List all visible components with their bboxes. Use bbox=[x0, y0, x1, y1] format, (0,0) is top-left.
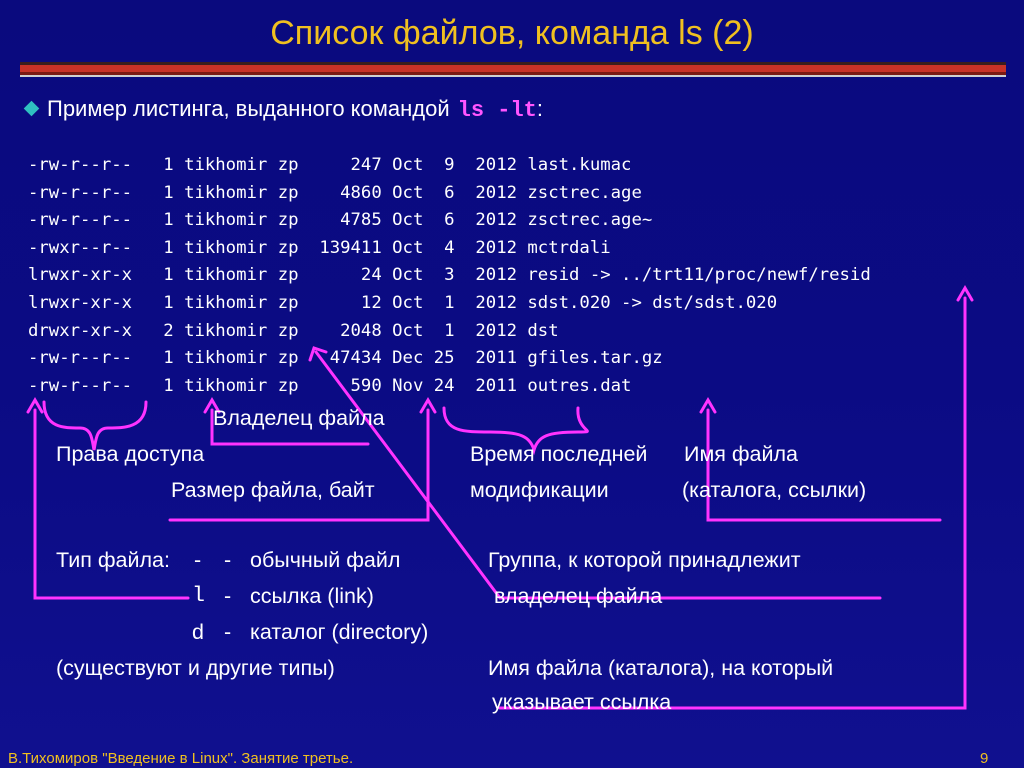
listing-row: -rwxr--r-- 1 tikhomir zp 139411 Oct 4 2012 mctrdali bbox=[28, 237, 611, 258]
listing-row: lrwxr-xr-x 1 tikhomir zp 24 Oct 3 2012 resid -> ../trt11/proc/newf/resid bbox=[28, 265, 871, 286]
footer-credit: В.Тихомиров "Введение в Linux". Занятие третье. bbox=[8, 750, 354, 767]
bullet-text: Пример листинга, выданного командой bbox=[47, 96, 450, 121]
listing-row: drwxr-xr-x 2 tikhomir zp 2048 Oct 1 2012 dst bbox=[28, 320, 559, 341]
mtime-label-line1: Время последней bbox=[470, 442, 648, 466]
listing-row: -rw-r--r-- 1 tikhomir zp 4860 Oct 6 2012 zsctrec.age bbox=[28, 182, 642, 203]
listing-row: -rw-r--r-- 1 tikhomir zp 4785 Oct 6 2012 zsctrec.age~ bbox=[28, 210, 653, 231]
command-text: ls -lt bbox=[457, 98, 537, 123]
type-link-dash: - bbox=[224, 584, 232, 608]
slide-title: Список файлов, команда ls (2) bbox=[270, 14, 754, 52]
type-regular-dash: - bbox=[224, 548, 232, 572]
listing-row: -rw-r--r-- 1 tikhomir zp 247 Oct 9 2012 last.kumac bbox=[28, 155, 632, 175]
type-dir-symbol: d bbox=[192, 620, 204, 644]
listing-row: lrwxr-xr-x 1 tikhomir zp 12 Oct 1 2012 sdst.020 -> dst/sdst.020 bbox=[28, 292, 778, 313]
group-label-line2: владелец файла bbox=[494, 584, 663, 608]
page-number: 9 bbox=[980, 750, 989, 767]
permissions-label: Права доступа bbox=[56, 442, 205, 466]
type-other-note: (существуют и другие типы) bbox=[56, 656, 335, 680]
group-label-line1: Группа, к которой принадлежит bbox=[488, 548, 801, 572]
listing-row: -rw-r--r-- 1 tikhomir zp 590 Nov 24 2011 outres.dat bbox=[28, 375, 632, 396]
type-regular-symbol: - bbox=[194, 548, 202, 572]
type-regular-desc: обычный файл bbox=[250, 548, 401, 572]
listing-row: -rw-r--r-- 1 tikhomir zp 47434 Dec 25 2011 gfiles.tar.gz bbox=[28, 348, 663, 369]
size-label: Размер файла, байт bbox=[171, 478, 375, 502]
command-suffix: : bbox=[536, 96, 544, 121]
owner-label: Владелец файла bbox=[213, 406, 385, 430]
mtime-label-line2: модификации bbox=[470, 478, 609, 502]
type-link-symbol: l bbox=[192, 584, 205, 608]
type-dir-dash: - bbox=[224, 620, 232, 644]
name-label-line1: Имя файла bbox=[684, 442, 799, 466]
target-connector bbox=[500, 298, 965, 708]
type-heading: Тип файла: bbox=[56, 548, 170, 572]
name-label-line2: (каталога, ссылки) bbox=[682, 478, 867, 502]
target-label-line1: Имя файла (каталога), на который bbox=[488, 656, 834, 680]
target-label-line2: указывает ссылка bbox=[492, 690, 672, 714]
type-dir-desc: каталог (directory) bbox=[250, 620, 429, 644]
type-link-desc: ссылка (link) bbox=[250, 584, 374, 608]
